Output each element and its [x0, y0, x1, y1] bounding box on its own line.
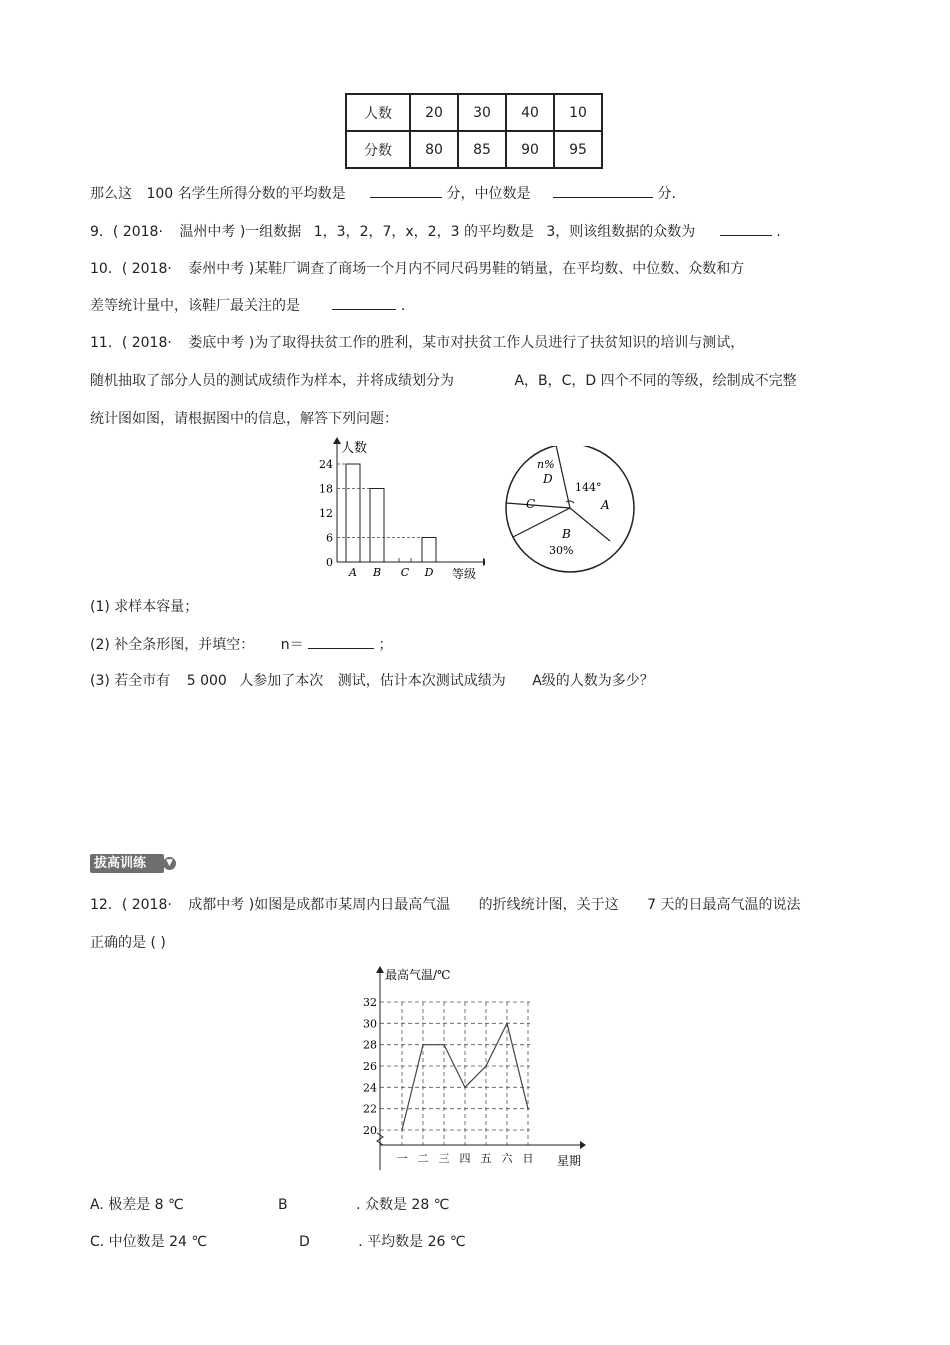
- y-tick-label: 30: [363, 1017, 377, 1031]
- y-tick-label: 20: [363, 1124, 377, 1137]
- text: .: [400, 298, 406, 314]
- data-point: [401, 1129, 403, 1131]
- pie-label-d: D: [543, 472, 553, 486]
- y-tick-label: 0: [326, 556, 333, 569]
- source-year: 2018·: [131, 897, 172, 913]
- text: 的平均数是: [463, 224, 534, 240]
- question-10-line2: [90, 295, 405, 315]
- option-d-label: . 平均数是 26 ℃: [358, 1234, 466, 1250]
- text: )一组数据: [239, 224, 302, 240]
- question-number: 9．(: [90, 224, 119, 240]
- table-cell: 分数: [346, 131, 410, 168]
- x-tick-label: 六: [501, 1152, 513, 1165]
- text: (3) 若全市有: [90, 673, 171, 689]
- option-d[interactable]: [299, 1231, 466, 1251]
- x-tick-label: 三: [438, 1152, 450, 1165]
- data-point: [443, 1044, 445, 1046]
- source-label: 泰州中考: [188, 261, 245, 277]
- q11-sub3: [90, 670, 654, 690]
- data-point: [464, 1087, 466, 1089]
- table-row: [346, 131, 602, 168]
- y-axis-label: 最高气温/℃: [385, 968, 451, 982]
- table-cell: 85: [458, 131, 506, 168]
- x-tick-label: 五: [480, 1152, 492, 1165]
- data-point: [527, 1108, 529, 1110]
- table-cell: 95: [554, 131, 602, 168]
- text: ；: [378, 637, 393, 653]
- pie-label-b: B: [562, 527, 571, 541]
- text: A级的人数为多少？: [532, 673, 654, 689]
- pie-label-c: C: [526, 497, 536, 511]
- question-12: [90, 894, 800, 914]
- option-b[interactable]: [278, 1194, 449, 1214]
- source-label: 娄底中考: [188, 335, 245, 351]
- pie-chart: [500, 446, 640, 576]
- q11-sub2: [90, 634, 393, 654]
- text: )某鞋厂调查了商场一个月内不同尺码男鞋的销量，在平均数、中位数、众数和方: [248, 261, 745, 277]
- line-chart-axes: [376, 966, 586, 1170]
- x-axis-label: 星期: [557, 1154, 582, 1168]
- text: 测试，估计本次测试成绩为: [337, 673, 506, 689]
- x-tick-label: D: [424, 566, 434, 579]
- answer-blank[interactable]: [332, 295, 396, 310]
- x-axis-label: 等级: [452, 567, 477, 581]
- text: 100: [146, 186, 174, 202]
- source-label: 成都中考: [188, 897, 245, 913]
- text: A，B，C，D: [514, 373, 597, 389]
- pie-annotation-a: 144°: [575, 481, 602, 494]
- score-table: [345, 93, 603, 169]
- source-label: 温州中考: [179, 224, 236, 240]
- source-year: 2018·: [122, 224, 163, 240]
- y-tick-label: 12: [319, 507, 333, 520]
- option-a-label: A. 极差是 8 ℃: [90, 1197, 184, 1213]
- data-point: [485, 1065, 487, 1067]
- bar: [370, 489, 384, 563]
- text: 随机抽取了部分人员的测试成绩作为样本，并将成绩划分为: [90, 373, 454, 389]
- text: (1) 求样本容量；: [90, 599, 199, 615]
- text: 分.: [657, 186, 676, 202]
- table-cell: 人数: [346, 94, 410, 131]
- question-11-line2: [90, 370, 797, 390]
- text: 的折线统计图，关于这: [478, 897, 619, 913]
- pie-annotation-d: n%: [537, 458, 555, 471]
- option-d-letter: D: [299, 1234, 310, 1250]
- pie-annotation-b: 30%: [549, 544, 574, 557]
- q11-sub1: [90, 596, 198, 616]
- option-b-letter: B: [278, 1197, 288, 1213]
- section-badge-label: 拔高训练: [94, 856, 147, 871]
- q8-line: [90, 183, 676, 203]
- axis-break-icon: [377, 1133, 383, 1145]
- option-a[interactable]: [90, 1194, 184, 1214]
- text: 人参加了本次: [239, 673, 324, 689]
- y-tick-label: 6: [326, 531, 333, 545]
- question-10: [90, 258, 744, 278]
- option-c-label: C. 中位数是 24 ℃: [90, 1234, 208, 1250]
- text: 四个不同的等级，绘制成不完整: [600, 373, 797, 389]
- text: 7: [647, 897, 657, 913]
- x-tick-label: 日: [522, 1152, 534, 1165]
- x-tick-label: 一: [396, 1152, 408, 1165]
- y-tick-label: 26: [363, 1060, 377, 1073]
- x-tick-label: B: [372, 566, 382, 579]
- text: 天的日最高气温的说法: [660, 897, 801, 913]
- question-number: 11．(: [90, 335, 128, 351]
- text: 正确的是 ( ): [90, 935, 166, 951]
- text: .: [776, 224, 781, 240]
- text: )如图是成都市某周内日最高气温: [248, 897, 451, 913]
- text: 分，中位数是: [446, 186, 531, 202]
- answer-blank[interactable]: [720, 221, 772, 236]
- source-year: 2018·: [131, 261, 172, 277]
- answer-blank[interactable]: [553, 183, 653, 198]
- text: )为了取得扶贫工作的胜利，某市对扶贫工作人员进行了扶贫知识的培训与测试，: [248, 335, 745, 351]
- x-tick-label: 二: [417, 1152, 429, 1165]
- pie-label-a: A: [601, 498, 610, 512]
- data-point: [422, 1044, 424, 1046]
- bar: [346, 464, 360, 562]
- answer-blank[interactable]: [370, 183, 442, 198]
- table-row: [346, 94, 602, 131]
- section-badge: [90, 854, 173, 873]
- table-cell: 30: [458, 94, 506, 131]
- line-chart: [355, 965, 595, 1175]
- text: 1，3，2，7，x，2，3: [313, 224, 460, 240]
- option-c[interactable]: [90, 1231, 207, 1251]
- question-number: 10．(: [90, 261, 128, 277]
- question-number: 12．(: [90, 897, 128, 913]
- table-cell: 90: [506, 131, 554, 168]
- source-year: 2018·: [131, 335, 172, 351]
- down-arrow-icon: ▼: [163, 857, 176, 870]
- option-b-label: . 众数是 28 ℃: [356, 1197, 450, 1213]
- data-point: [506, 1023, 508, 1025]
- answer-blank[interactable]: [308, 634, 374, 649]
- text: 差等统计量中，该鞋厂最关注的是: [90, 298, 300, 314]
- x-tick-label: C: [400, 566, 410, 579]
- y-tick-label: 24: [363, 1081, 377, 1095]
- y-tick-label: 28: [363, 1038, 377, 1052]
- x-tick-label: 四: [459, 1152, 471, 1165]
- question-9: [90, 221, 781, 241]
- y-tick-label: 22: [363, 1102, 377, 1116]
- table-cell: 20: [410, 94, 458, 131]
- table-cell: 40: [506, 94, 554, 131]
- question-12-line2: [90, 932, 166, 952]
- text: 统计图如图，请根据图中的信息，解答下列问题：: [90, 411, 398, 427]
- y-tick-label: 32: [363, 996, 377, 1009]
- text: 那么这: [90, 186, 132, 202]
- text: 5 000: [186, 673, 227, 689]
- x-tick-label: A: [349, 566, 357, 579]
- bar-chart: [315, 436, 485, 584]
- table-cell: 10: [554, 94, 602, 131]
- text: 名学生所得分数的平均数是: [177, 186, 346, 202]
- y-tick-label: 18: [319, 482, 333, 496]
- bar: [422, 538, 436, 563]
- y-tick-label: 24: [319, 458, 333, 471]
- question-11-line3: [90, 408, 398, 428]
- text: n＝: [280, 637, 304, 653]
- y-axis-label: 人数: [341, 441, 368, 456]
- text: (2) 补全条形图，并填空：: [90, 637, 255, 653]
- question-11: [90, 332, 744, 352]
- text: 3，则该组数据的众数为: [546, 224, 696, 240]
- table-cell: 80: [410, 131, 458, 168]
